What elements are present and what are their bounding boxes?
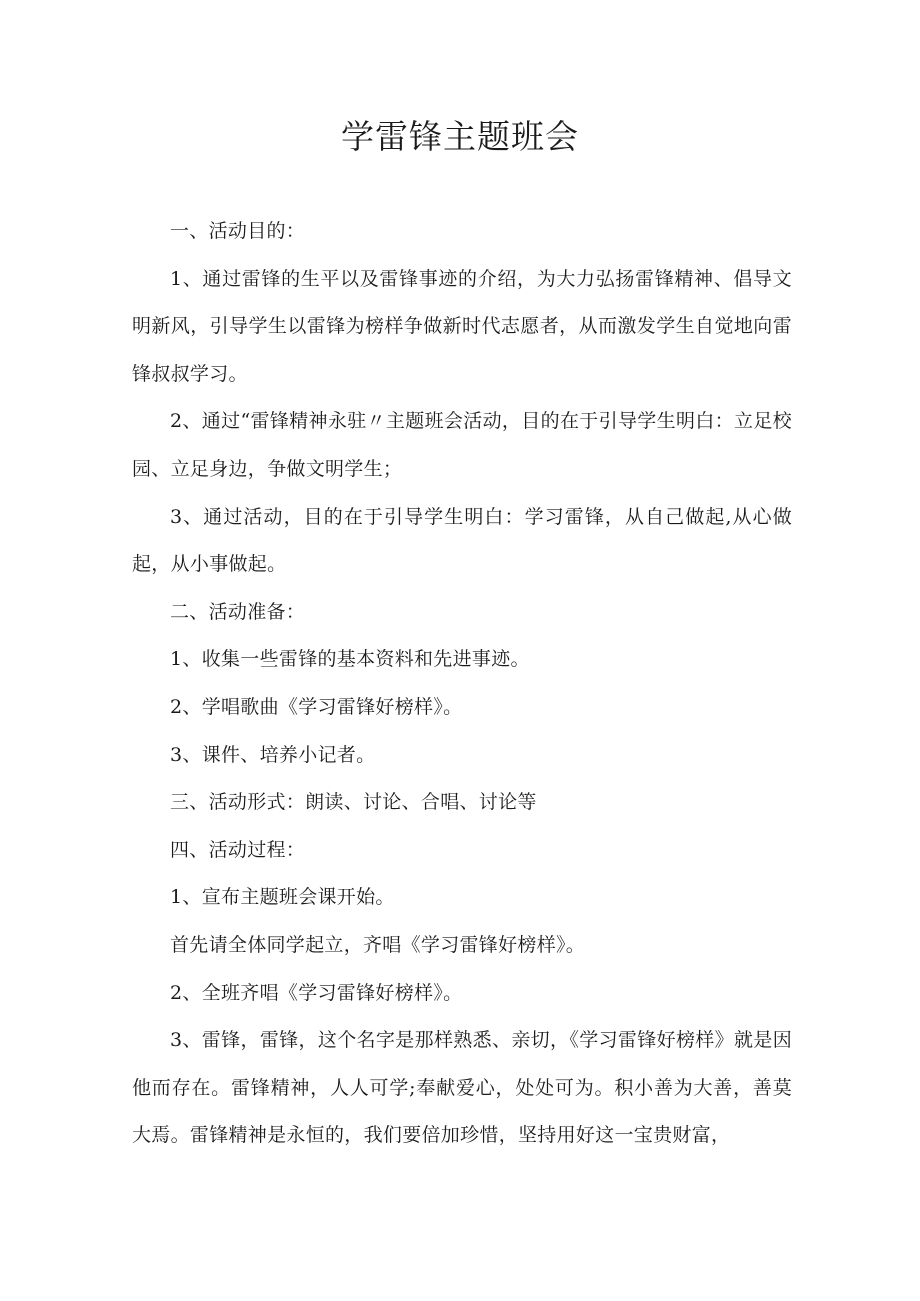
section-heading-purpose: 一、活动目的： <box>170 220 306 242</box>
paragraph: 1、宣布主题班会课开始。 <box>170 886 395 909</box>
paragraph: 2、学唱歌曲《学习雷锋好榜样》。 <box>170 695 463 718</box>
paragraph: 1、通过雷锋的生平以及雷锋事迹的介绍，为大力弘扬雷锋精神、倡导文明新风，引导学生以雷锋为榜样争做新时代志愿者，从而激发学生自觉地向雷锋叔叔学习。 <box>132 267 792 385</box>
paragraph: 2、通过“雷锋精神永驻〃主题班会活动，目的在于引导学生明白：立足校园、立足身边，争做文明学生； <box>132 410 792 480</box>
paragraph: 3、雷锋，雷锋，这个名字是那样熟悉、亲切，《学习雷锋好榜样》就是因他而存在。雷锋精神，人人可学;奉献爱心，处处可为。积小善为大善，善莫大焉。雷锋精神是永恒的，我们要倍加珍惜，坚持用好这一宝贵财富， <box>132 1029 792 1147</box>
paragraph: 1、收集一些雷锋的基本资料和先进事迹。 <box>170 648 530 671</box>
document-title: 学雷锋主题班会 <box>341 117 579 156</box>
paragraph: 3、通过活动，目的在于引导学生明白：学习雷锋，从自己做起,从心做起，从小事做起。 <box>132 505 792 576</box>
paragraph: 3、课件、培养小记者。 <box>170 743 376 766</box>
section-heading-form: 三、活动形式：朗读、讨论、合唱、讨论等 <box>170 791 537 814</box>
paragraph: 首先请全体同学起立，齐唱《学习雷锋好榜样》。 <box>170 933 586 956</box>
document-body <box>132 208 792 1160</box>
section-heading-preparation: 二、活动准备： <box>170 600 306 623</box>
section-heading-process: 四、活动过程： <box>170 838 306 861</box>
paragraph: 2、全班齐唱《学习雷锋好榜样》。 <box>170 981 463 1004</box>
